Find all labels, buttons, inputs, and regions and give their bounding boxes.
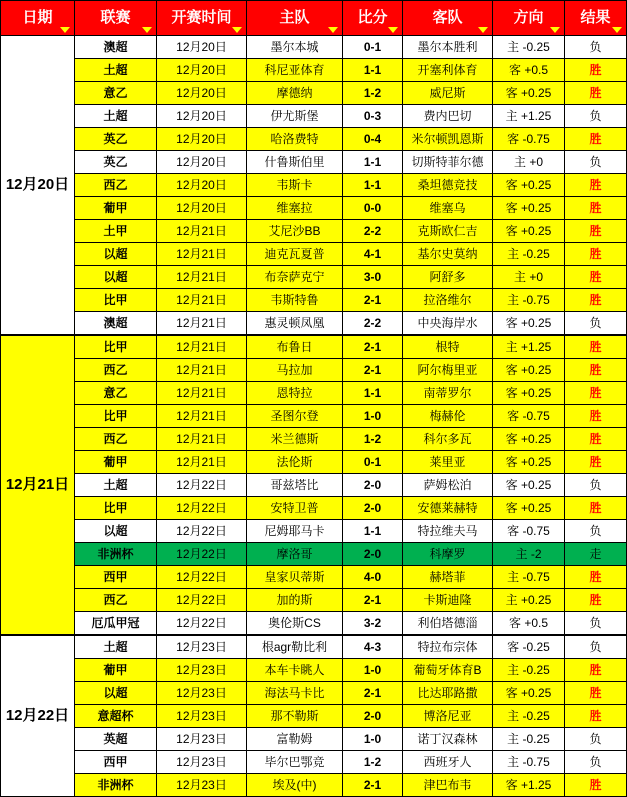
cell-score: 2-1 — [343, 359, 403, 382]
table-row — [1, 659, 627, 682]
cell-direction: 主 -0.25 — [493, 659, 565, 682]
cell-away-team: 诺丁汉森林 — [403, 728, 493, 751]
header-date[interactable] — [1, 1, 75, 36]
cell-home-team: 摩德纳 — [247, 82, 343, 105]
cell-league: 西乙 — [75, 174, 157, 197]
cell-result: 胜 — [565, 589, 627, 612]
cell-score: 2-1 — [343, 335, 403, 359]
cell-home-team: 伊尤斯堡 — [247, 105, 343, 128]
cell-away-team: 阿尔梅里亚 — [403, 359, 493, 382]
cell-away-team: 克斯欧仁吉 — [403, 220, 493, 243]
cell-direction: 客 -0.75 — [493, 405, 565, 428]
header-result-label: 结果 — [580, 9, 611, 26]
cell-league: 土甲 — [75, 220, 157, 243]
cell-league: 以超 — [75, 682, 157, 705]
cell-league: 比甲 — [75, 405, 157, 428]
cell-away-team: 中央海岸水 — [403, 312, 493, 336]
cell-home-team: 墨尔本城 — [247, 36, 343, 59]
cell-result: 负 — [565, 751, 627, 774]
cell-score: 2-0 — [343, 543, 403, 566]
cell-result: 胜 — [565, 428, 627, 451]
cell-league: 土超 — [75, 59, 157, 82]
cell-home-team: 海法马卡比 — [247, 682, 343, 705]
cell-direction: 客 +0.25 — [493, 682, 565, 705]
cell-league: 以超 — [75, 243, 157, 266]
cell-away-team: 莱里亚 — [403, 451, 493, 474]
cell-kickoff: 12月22日 — [157, 589, 247, 612]
cell-direction: 客 +0.25 — [493, 428, 565, 451]
cell-result: 胜 — [565, 566, 627, 589]
cell-result: 负 — [565, 36, 627, 59]
cell-away-team: 根特 — [403, 335, 493, 359]
cell-home-team: 科尼亚体育 — [247, 59, 343, 82]
cell-direction: 主 +0.25 — [493, 589, 565, 612]
cell-direction: 客 +0.25 — [493, 82, 565, 105]
cell-direction: 主 -0.75 — [493, 751, 565, 774]
cell-away-team: 墨尔本胜利 — [403, 36, 493, 59]
cell-away-team: 比达耶路撒 — [403, 682, 493, 705]
cell-kickoff: 12月20日 — [157, 174, 247, 197]
table-row — [1, 359, 627, 382]
cell-kickoff: 12月21日 — [157, 220, 247, 243]
header-result[interactable] — [565, 1, 627, 36]
cell-result: 胜 — [565, 174, 627, 197]
cell-result: 胜 — [565, 497, 627, 520]
cell-direction: 主 -0.25 — [493, 705, 565, 728]
cell-result: 负 — [565, 612, 627, 636]
cell-result: 胜 — [565, 220, 627, 243]
cell-direction: 主 -0.25 — [493, 36, 565, 59]
table-row — [1, 474, 627, 497]
cell-score: 4-0 — [343, 566, 403, 589]
cell-result: 胜 — [565, 82, 627, 105]
cell-direction: 客 +0.25 — [493, 382, 565, 405]
cell-result: 胜 — [565, 382, 627, 405]
header-score-label: 比分 — [357, 9, 388, 26]
cell-result: 胜 — [565, 197, 627, 220]
cell-home-team: 布奈萨克宁 — [247, 266, 343, 289]
cell-result: 胜 — [565, 451, 627, 474]
cell-away-team: 南蒂罗尔 — [403, 382, 493, 405]
cell-league: 澳超 — [75, 36, 157, 59]
table-row — [1, 105, 627, 128]
cell-away-team: 米尔顿凯恩斯 — [403, 128, 493, 151]
cell-home-team: 富勒姆 — [247, 728, 343, 751]
cell-home-team: 尼姆耶马卡 — [247, 520, 343, 543]
cell-league: 西甲 — [75, 566, 157, 589]
table-row — [1, 128, 627, 151]
cell-result: 负 — [565, 728, 627, 751]
table-row — [1, 151, 627, 174]
header-league-label: 联赛 — [100, 9, 131, 26]
table-row — [1, 174, 627, 197]
cell-result: 胜 — [565, 682, 627, 705]
cell-away-team: 桑坦德竞技 — [403, 174, 493, 197]
cell-home-team: 奥伦斯CS — [247, 612, 343, 636]
cell-league: 比甲 — [75, 335, 157, 359]
cell-kickoff: 12月22日 — [157, 474, 247, 497]
cell-direction: 客 +0.5 — [493, 59, 565, 82]
cell-score: 1-1 — [343, 174, 403, 197]
cell-kickoff: 12月21日 — [157, 451, 247, 474]
cell-direction: 客 +0.25 — [493, 497, 565, 520]
cell-kickoff: 12月21日 — [157, 382, 247, 405]
cell-kickoff: 12月21日 — [157, 266, 247, 289]
cell-direction: 客 +0.25 — [493, 174, 565, 197]
cell-score: 2-1 — [343, 774, 403, 797]
cell-away-team: 费内巴切 — [403, 105, 493, 128]
cell-league: 比甲 — [75, 289, 157, 312]
cell-league: 葡甲 — [75, 197, 157, 220]
chevron-down-icon[interactable] — [232, 27, 242, 33]
cell-league: 比甲 — [75, 497, 157, 520]
cell-home-team: 毕尔巴鄂竞 — [247, 751, 343, 774]
cell-league: 土超 — [75, 474, 157, 497]
cell-away-team: 利伯塔德淄 — [403, 612, 493, 636]
cell-result: 走 — [565, 543, 627, 566]
cell-direction: 客 +0.25 — [493, 220, 565, 243]
cell-league: 厄瓜甲冠 — [75, 612, 157, 636]
cell-score: 1-2 — [343, 82, 403, 105]
cell-direction: 主 -0.25 — [493, 243, 565, 266]
cell-score: 0-4 — [343, 128, 403, 151]
cell-score: 1-1 — [343, 520, 403, 543]
cell-score: 1-1 — [343, 151, 403, 174]
cell-kickoff: 12月21日 — [157, 335, 247, 359]
cell-home-team: 那不勒斯 — [247, 705, 343, 728]
cell-home-team: 米兰德斯 — [247, 428, 343, 451]
cell-score: 1-0 — [343, 728, 403, 751]
table-row — [1, 36, 627, 59]
cell-away-team: 科尔多瓦 — [403, 428, 493, 451]
cell-direction: 主 -2 — [493, 543, 565, 566]
cell-away-team: 特拉维夫马 — [403, 520, 493, 543]
cell-home-team: 法伦斯 — [247, 451, 343, 474]
cell-league: 英乙 — [75, 151, 157, 174]
cell-away-team: 基尔史莫纳 — [403, 243, 493, 266]
header-kickoff[interactable] — [157, 1, 247, 36]
table-row — [1, 382, 627, 405]
cell-kickoff: 12月22日 — [157, 520, 247, 543]
cell-score: 0-3 — [343, 105, 403, 128]
cell-result: 胜 — [565, 128, 627, 151]
cell-score: 4-1 — [343, 243, 403, 266]
cell-direction: 客 +1.25 — [493, 774, 565, 797]
cell-result: 负 — [565, 474, 627, 497]
cell-kickoff: 12月23日 — [157, 659, 247, 682]
cell-direction: 主 -0.25 — [493, 728, 565, 751]
cell-score: 2-1 — [343, 682, 403, 705]
cell-kickoff: 12月20日 — [157, 105, 247, 128]
cell-direction: 客 +0.25 — [493, 474, 565, 497]
cell-result: 负 — [565, 635, 627, 659]
table-row — [1, 635, 627, 659]
table-row — [1, 335, 627, 359]
cell-score: 0-0 — [343, 197, 403, 220]
cell-home-team: 韦斯卡 — [247, 174, 343, 197]
cell-league: 非洲杯 — [75, 543, 157, 566]
cell-result: 负 — [565, 312, 627, 336]
cell-home-team: 惠灵顿凤凰 — [247, 312, 343, 336]
table-row — [1, 266, 627, 289]
table-row — [1, 520, 627, 543]
table-header-row — [1, 1, 627, 36]
cell-league: 意超杯 — [75, 705, 157, 728]
cell-league: 非洲杯 — [75, 774, 157, 797]
cell-home-team: 什鲁斯伯里 — [247, 151, 343, 174]
cell-away-team: 拉洛维尔 — [403, 289, 493, 312]
cell-league: 意乙 — [75, 382, 157, 405]
cell-league: 澳超 — [75, 312, 157, 336]
cell-result: 负 — [565, 151, 627, 174]
cell-league: 西乙 — [75, 359, 157, 382]
header-away[interactable] — [403, 1, 493, 36]
cell-result: 胜 — [565, 266, 627, 289]
cell-away-team: 西班牙人 — [403, 751, 493, 774]
cell-home-team: 恩特拉 — [247, 382, 343, 405]
cell-score: 2-1 — [343, 289, 403, 312]
table-row — [1, 705, 627, 728]
cell-away-team: 津巴布韦 — [403, 774, 493, 797]
cell-kickoff: 12月21日 — [157, 312, 247, 336]
header-home-label: 主队 — [279, 9, 310, 26]
cell-kickoff: 12月22日 — [157, 566, 247, 589]
table-body — [1, 36, 627, 797]
header-date-label: 日期 — [22, 9, 53, 26]
header-kickoff-label: 开赛时间 — [171, 9, 232, 26]
cell-score: 1-0 — [343, 405, 403, 428]
cell-score: 3-2 — [343, 612, 403, 636]
cell-home-team: 维塞拉 — [247, 197, 343, 220]
cell-direction: 客 +0.25 — [493, 197, 565, 220]
table-row — [1, 243, 627, 266]
cell-home-team: 本车卡眺人 — [247, 659, 343, 682]
table-row — [1, 728, 627, 751]
cell-home-team: 布鲁日 — [247, 335, 343, 359]
cell-direction: 客 +0.5 — [493, 612, 565, 636]
cell-direction: 客 +0.25 — [493, 451, 565, 474]
cell-kickoff: 12月23日 — [157, 728, 247, 751]
cell-away-team: 威尼斯 — [403, 82, 493, 105]
cell-home-team: 根agr勒比利 — [247, 635, 343, 659]
cell-direction: 客 +0.25 — [493, 312, 565, 336]
table-row — [1, 197, 627, 220]
cell-score: 0-1 — [343, 451, 403, 474]
cell-home-team: 皇家贝蒂斯 — [247, 566, 343, 589]
cell-score: 2-2 — [343, 220, 403, 243]
cell-kickoff: 12月23日 — [157, 635, 247, 659]
cell-away-team: 科摩罗 — [403, 543, 493, 566]
group-date-cell: 12月20日 — [1, 36, 75, 336]
cell-league: 西甲 — [75, 751, 157, 774]
cell-result: 胜 — [565, 59, 627, 82]
cell-league: 英超 — [75, 728, 157, 751]
table-row — [1, 82, 627, 105]
table-row — [1, 612, 627, 636]
cell-away-team: 开塞利体育 — [403, 59, 493, 82]
table-row — [1, 59, 627, 82]
cell-league: 西乙 — [75, 589, 157, 612]
cell-league: 土超 — [75, 105, 157, 128]
cell-kickoff: 12月23日 — [157, 705, 247, 728]
cell-home-team: 安特卫普 — [247, 497, 343, 520]
cell-kickoff: 12月21日 — [157, 289, 247, 312]
table-row — [1, 751, 627, 774]
cell-score: 3-0 — [343, 266, 403, 289]
group-date-cell: 12月21日 — [1, 335, 75, 635]
cell-home-team: 加的斯 — [247, 589, 343, 612]
chevron-down-icon[interactable] — [60, 27, 70, 33]
table-row — [1, 428, 627, 451]
table-row — [1, 497, 627, 520]
table-row — [1, 589, 627, 612]
cell-result: 胜 — [565, 774, 627, 797]
cell-away-team: 梅赫伦 — [403, 405, 493, 428]
cell-kickoff: 12月20日 — [157, 197, 247, 220]
group-date-cell: 12月22日 — [1, 635, 75, 797]
cell-score: 0-1 — [343, 36, 403, 59]
cell-direction: 主 +1.25 — [493, 105, 565, 128]
cell-away-team: 萨姆松泊 — [403, 474, 493, 497]
cell-result: 胜 — [565, 359, 627, 382]
cell-league: 葡甲 — [75, 451, 157, 474]
cell-kickoff: 12月22日 — [157, 612, 247, 636]
cell-score: 2-2 — [343, 312, 403, 336]
cell-score: 1-0 — [343, 659, 403, 682]
chevron-down-icon[interactable] — [142, 27, 152, 33]
chevron-down-icon[interactable] — [328, 27, 338, 33]
cell-direction: 客 +0.25 — [493, 359, 565, 382]
cell-score: 2-0 — [343, 705, 403, 728]
chevron-down-icon[interactable] — [388, 27, 398, 33]
cell-direction: 客 -0.25 — [493, 635, 565, 659]
cell-result: 胜 — [565, 405, 627, 428]
cell-away-team: 阿舒多 — [403, 266, 493, 289]
cell-kickoff: 12月20日 — [157, 82, 247, 105]
cell-score: 2-0 — [343, 497, 403, 520]
table-row — [1, 289, 627, 312]
cell-result: 胜 — [565, 243, 627, 266]
header-direction[interactable] — [493, 1, 565, 36]
cell-kickoff: 12月22日 — [157, 497, 247, 520]
cell-kickoff: 12月21日 — [157, 405, 247, 428]
cell-result: 胜 — [565, 335, 627, 359]
cell-kickoff: 12月20日 — [157, 36, 247, 59]
cell-score: 1-2 — [343, 751, 403, 774]
cell-score: 2-1 — [343, 589, 403, 612]
cell-home-team: 迪克瓦夏普 — [247, 243, 343, 266]
cell-away-team: 切斯特菲尔德 — [403, 151, 493, 174]
cell-score: 1-1 — [343, 382, 403, 405]
cell-league: 意乙 — [75, 82, 157, 105]
cell-score: 1-1 — [343, 59, 403, 82]
cell-direction: 主 +1.25 — [493, 335, 565, 359]
cell-kickoff: 12月21日 — [157, 428, 247, 451]
cell-away-team: 赫塔菲 — [403, 566, 493, 589]
cell-direction: 主 -0.75 — [493, 289, 565, 312]
table-row — [1, 405, 627, 428]
cell-direction: 客 -0.75 — [493, 520, 565, 543]
table-row — [1, 682, 627, 705]
cell-away-team: 卡斯迪隆 — [403, 589, 493, 612]
cell-home-team: 艾尼沙BB — [247, 220, 343, 243]
cell-league: 以超 — [75, 520, 157, 543]
cell-away-team: 安德莱赫特 — [403, 497, 493, 520]
cell-home-team: 哥兹塔比 — [247, 474, 343, 497]
table-row — [1, 220, 627, 243]
header-direction-label: 方向 — [513, 9, 544, 26]
cell-direction: 主 +0 — [493, 266, 565, 289]
table-row — [1, 451, 627, 474]
cell-league: 西乙 — [75, 428, 157, 451]
cell-result: 胜 — [565, 289, 627, 312]
cell-result: 胜 — [565, 659, 627, 682]
cell-score: 4-3 — [343, 635, 403, 659]
cell-league: 葡甲 — [75, 659, 157, 682]
table-row — [1, 566, 627, 589]
table-row — [1, 543, 627, 566]
chevron-down-icon[interactable] — [550, 27, 560, 33]
cell-home-team: 圣图尔登 — [247, 405, 343, 428]
cell-away-team: 特拉布宗体 — [403, 635, 493, 659]
chevron-down-icon[interactable] — [478, 27, 488, 33]
cell-home-team: 摩洛哥 — [247, 543, 343, 566]
cell-home-team: 韦斯特鲁 — [247, 289, 343, 312]
cell-home-team: 哈洛费特 — [247, 128, 343, 151]
cell-kickoff: 12月23日 — [157, 751, 247, 774]
cell-direction: 主 -0.75 — [493, 566, 565, 589]
cell-kickoff: 12月21日 — [157, 359, 247, 382]
cell-kickoff: 12月20日 — [157, 59, 247, 82]
table-row — [1, 774, 627, 797]
cell-league: 英乙 — [75, 128, 157, 151]
cell-result: 负 — [565, 520, 627, 543]
cell-away-team: 葡萄牙体育B — [403, 659, 493, 682]
cell-away-team: 博洛尼亚 — [403, 705, 493, 728]
cell-kickoff: 12月23日 — [157, 774, 247, 797]
cell-result: 负 — [565, 105, 627, 128]
header-league[interactable] — [75, 1, 157, 36]
cell-score: 2-0 — [343, 474, 403, 497]
cell-direction: 客 -0.75 — [493, 128, 565, 151]
cell-kickoff: 12月23日 — [157, 682, 247, 705]
table-row — [1, 312, 627, 336]
header-score[interactable] — [343, 1, 403, 36]
cell-kickoff: 12月21日 — [157, 243, 247, 266]
cell-score: 1-2 — [343, 428, 403, 451]
header-away-label: 客队 — [432, 9, 463, 26]
cell-home-team: 马拉加 — [247, 359, 343, 382]
cell-kickoff: 12月22日 — [157, 543, 247, 566]
cell-direction: 主 +0 — [493, 151, 565, 174]
cell-away-team: 维塞乌 — [403, 197, 493, 220]
cell-league: 土超 — [75, 635, 157, 659]
cell-league: 以超 — [75, 266, 157, 289]
cell-home-team: 埃及(中) — [247, 774, 343, 797]
header-home[interactable] — [247, 1, 343, 36]
cell-result: 胜 — [565, 705, 627, 728]
cell-kickoff: 12月20日 — [157, 128, 247, 151]
cell-kickoff: 12月20日 — [157, 151, 247, 174]
chevron-down-icon[interactable] — [612, 27, 622, 33]
